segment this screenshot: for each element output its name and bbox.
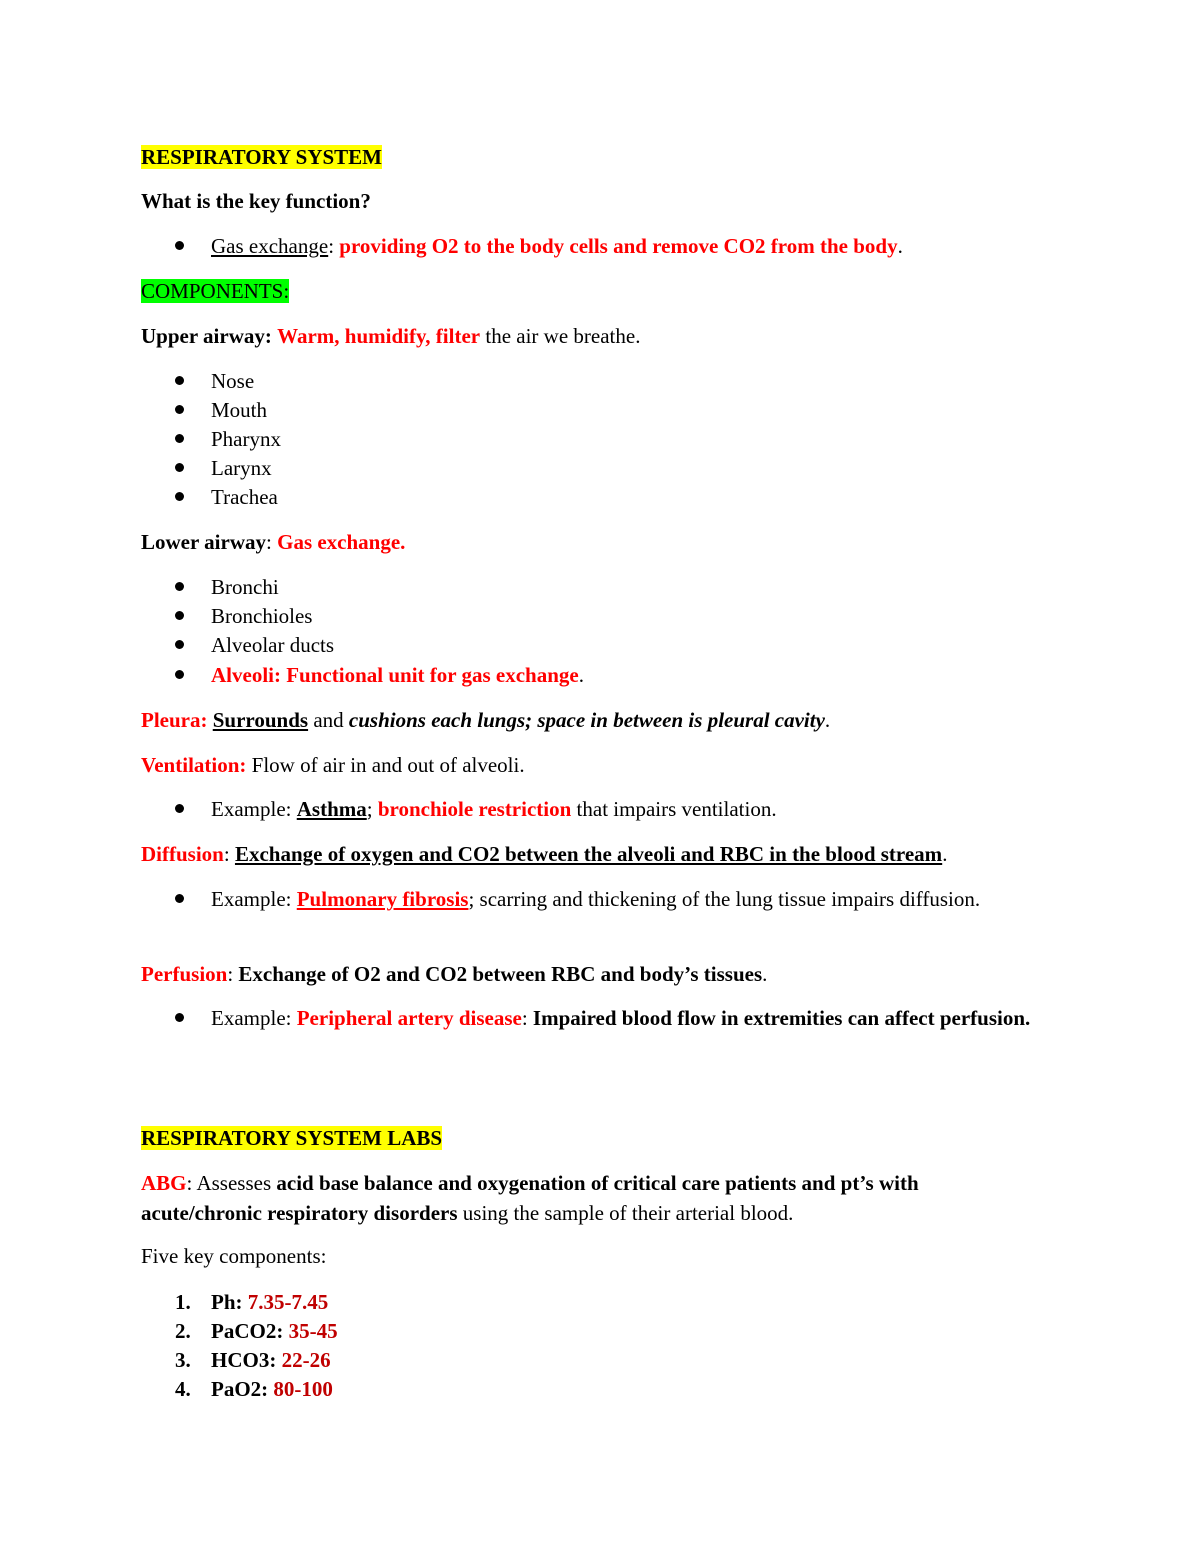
pleura-line: Pleura: Surrounds and cushions each lungs; space in between is pleural cavity. xyxy=(141,708,831,732)
abg-description: acid base balance and oxygenation of critical care patients and pt’s with acute/chronic respiratory disorders xyxy=(141,1171,919,1225)
gas-exchange-definition: providing O2 to the body cells and remove CO2 from the body xyxy=(339,234,898,258)
bullet-icon xyxy=(175,405,184,414)
gas-exchange-term: Gas exchange xyxy=(211,234,329,258)
lab-range: 22-26 xyxy=(281,1348,331,1372)
diffusion-description: Exchange of oxygen and CO2 between the alveoli and RBC in the blood stream xyxy=(234,842,943,866)
section-title-text: RESPIRATORY SYSTEM xyxy=(141,145,383,169)
ventilation-line xyxy=(141,750,525,780)
labs-heading xyxy=(141,1123,442,1153)
perfusion-example-rest: Impaired blood flow in extremities can affect perfusion. xyxy=(532,1006,1031,1030)
lab-name: Ph: xyxy=(211,1290,243,1314)
pulmonary-fibrosis-term: Pulmonary fibrosis xyxy=(296,887,469,911)
perfusion-label: Perfusion xyxy=(141,962,228,986)
pleura-description: cushions each lungs; space in between is pleural cavity xyxy=(348,708,825,732)
bullet-icon xyxy=(175,894,184,903)
peripheral-artery-disease-term: Peripheral artery disease xyxy=(296,1006,522,1030)
list-number: 4. xyxy=(175,1377,191,1401)
perfusion-description: Exchange of O2 and CO2 between RBC and body’s tissues xyxy=(238,962,763,986)
asthma-term: Asthma xyxy=(296,797,367,821)
alveoli-text: Alveoli: Functional unit for gas exchange xyxy=(211,663,579,687)
pleura-label: Pleura: xyxy=(141,708,208,732)
lab-item xyxy=(211,1287,328,1317)
example-prefix: Example: xyxy=(211,1006,292,1030)
abg-paragraph: ABG: Assesses acid base balance and oxygenation of critical care patients and pt’s with acute/chronic respiratory disorders using the sample of their arterial blood. xyxy=(141,1171,919,1225)
list-item: Bronchi xyxy=(211,575,279,599)
bullet-icon xyxy=(175,1013,184,1022)
lab-item xyxy=(211,1374,333,1404)
lab-item xyxy=(211,1316,338,1346)
diffusion-label: Diffusion xyxy=(141,842,224,866)
perfusion-example: Example: Peripheral artery disease: Impaired blood flow in extremities can affect perfusion. xyxy=(211,1006,1031,1030)
upper-airway-label: Upper airway: xyxy=(141,324,272,348)
bullet-icon xyxy=(175,670,184,679)
lab-range: 7.35-7.45 xyxy=(247,1290,329,1314)
example-prefix: Example: xyxy=(211,797,292,821)
lab-name: PaCO2: xyxy=(211,1319,284,1343)
five-components-label: Five key components: xyxy=(141,1244,327,1268)
bullet-icon xyxy=(175,492,184,501)
list-item: Pharynx xyxy=(211,427,281,451)
lab-range: 35-45 xyxy=(288,1319,338,1343)
gas-exchange-line: Gas exchange: providing O2 to the body cells and remove CO2 from the body. xyxy=(211,234,903,258)
list-item: Mouth xyxy=(211,398,268,422)
abg-rest: using the sample of their arterial blood. xyxy=(462,1201,794,1225)
lower-airway-line: Lower airway: Gas exchange. xyxy=(141,530,406,554)
list-item: Larynx xyxy=(211,456,272,480)
upper-airway-rest: the air we breathe. xyxy=(485,324,641,348)
ventilation-description: Flow of air in and out of alveoli. xyxy=(251,753,525,777)
section-title xyxy=(141,142,382,172)
pleura-surrounds: Surrounds xyxy=(212,708,309,732)
bullet-icon xyxy=(175,804,184,813)
list-item: Nose xyxy=(211,369,255,393)
abg-assesses: Assesses xyxy=(196,1171,272,1195)
labs-heading-text: RESPIRATORY SYSTEM LABS xyxy=(141,1126,443,1150)
bronchiole-restriction: bronchiole restriction xyxy=(377,797,572,821)
bullet-icon xyxy=(175,582,184,591)
upper-airway-line xyxy=(141,321,640,351)
bullet-icon xyxy=(175,376,184,385)
ventilation-label: Ventilation: xyxy=(141,753,247,777)
list-number: 2. xyxy=(175,1319,191,1343)
diffusion-example-rest: ; scarring and thickening of the lung tissue impairs diffusion. xyxy=(468,887,981,911)
ventilation-example-rest: that impairs ventilation. xyxy=(576,797,777,821)
diffusion-example xyxy=(211,884,1041,914)
lab-item xyxy=(211,1345,331,1375)
abg-label: ABG xyxy=(141,1171,187,1195)
lab-name: HCO3: xyxy=(211,1348,277,1372)
components-heading xyxy=(141,276,289,306)
bullet-icon xyxy=(175,463,184,472)
alveoli-item: Alveoli: Functional unit for gas exchange. xyxy=(211,663,584,687)
perfusion-line: Perfusion: Exchange of O2 and CO2 between RBC and body’s tissues. xyxy=(141,962,768,986)
bullet-icon xyxy=(175,611,184,620)
bullet-icon xyxy=(175,640,184,649)
components-heading-text: COMPONENTS: xyxy=(141,279,290,303)
bullet-icon xyxy=(175,241,184,250)
diffusion-line: Diffusion: Exchange of oxygen and CO2 between the alveoli and RBC in the blood stream. xyxy=(141,842,948,866)
ventilation-example: Example: Asthma; bronchiole restriction that impairs ventilation. xyxy=(211,797,777,821)
list-number: 1. xyxy=(175,1290,191,1314)
list-item: Bronchioles xyxy=(211,604,313,628)
lab-range: 80-100 xyxy=(273,1377,333,1401)
pleura-and: and xyxy=(313,708,344,732)
lower-airway-label: Lower airway xyxy=(141,530,267,554)
key-function-question: What is the key function? xyxy=(141,189,371,213)
list-number: 3. xyxy=(175,1348,191,1372)
list-item: Trachea xyxy=(211,485,278,509)
lower-airway-function: Gas exchange. xyxy=(277,530,406,554)
upper-airway-functions: Warm, humidify, filter xyxy=(277,324,481,348)
list-item: Alveolar ducts xyxy=(211,633,335,657)
lab-name: PaO2: xyxy=(211,1377,269,1401)
example-prefix: Example: xyxy=(211,887,292,911)
bullet-icon xyxy=(175,434,184,443)
